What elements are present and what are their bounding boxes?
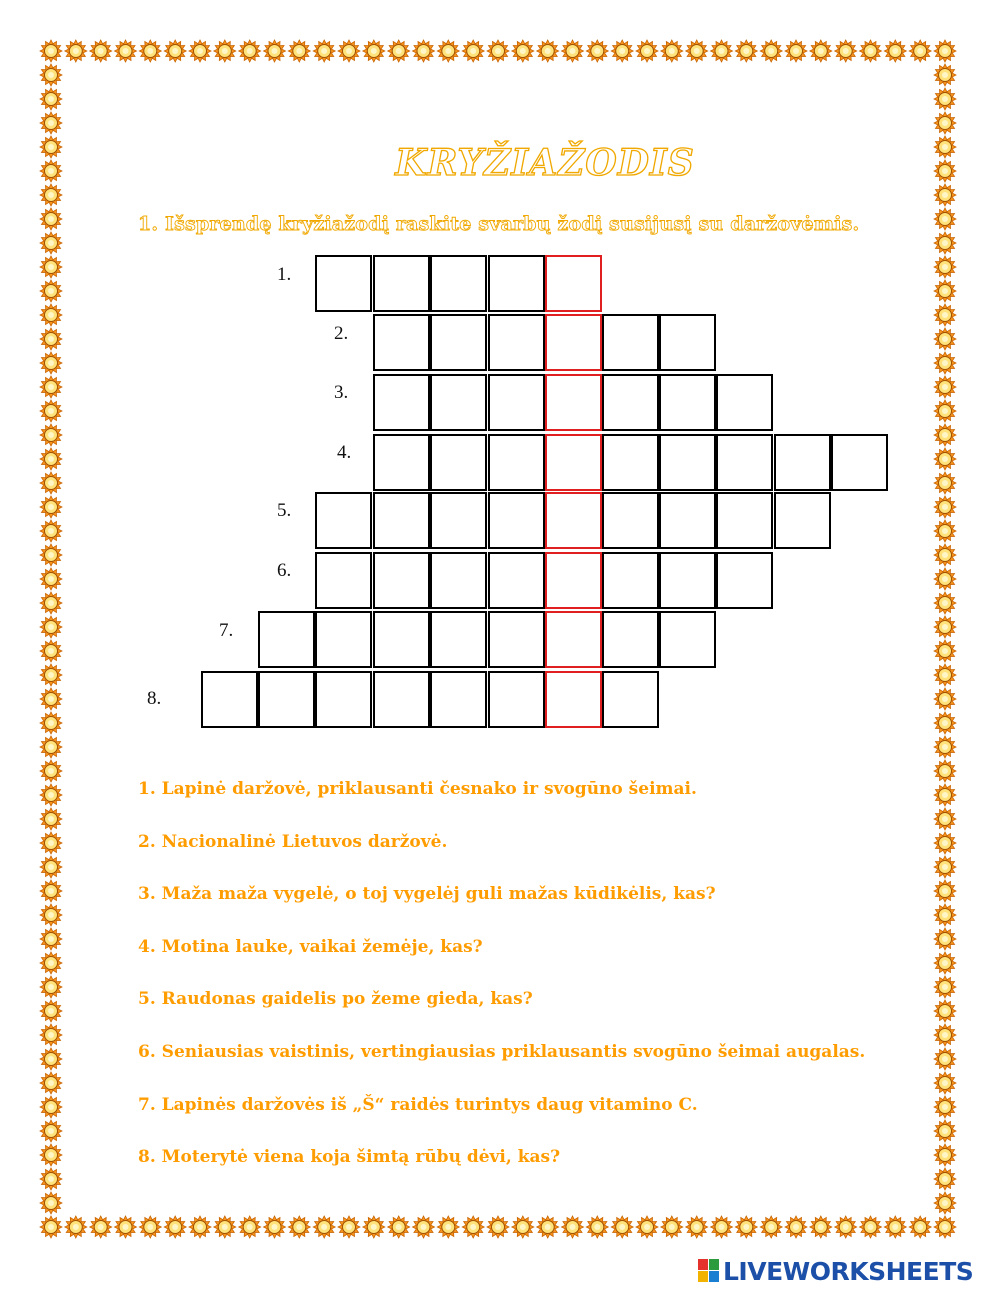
- clue-2: 2. Nacionalinė Lietuvos daržovė.: [138, 832, 448, 852]
- crossword-cell[interactable]: [488, 434, 545, 491]
- row-number-label: 6.: [277, 560, 292, 581]
- sun-icon: [40, 544, 62, 566]
- sun-icon: [686, 1216, 708, 1238]
- crossword-cell[interactable]: [315, 671, 372, 728]
- row-number-label: 7.: [219, 620, 234, 641]
- row-number-label: 8.: [147, 688, 162, 709]
- sun-icon: [934, 208, 956, 230]
- sun-icon: [760, 1216, 782, 1238]
- sun-icon: [388, 1216, 410, 1238]
- sun-icon: [40, 664, 62, 686]
- sun-icon: [785, 1216, 807, 1238]
- sun-icon: [40, 160, 62, 182]
- sun-icon: [40, 832, 62, 854]
- crossword-cell[interactable]: [373, 671, 430, 728]
- sun-icon: [884, 40, 906, 62]
- sun-icon: [40, 328, 62, 350]
- crossword-cell[interactable]: [488, 255, 545, 312]
- sun-icon: [909, 1216, 931, 1238]
- crossword-cell[interactable]: [774, 492, 831, 549]
- sun-icon: [835, 1216, 857, 1238]
- sun-icon: [586, 40, 608, 62]
- sun-icon: [437, 40, 459, 62]
- sun-icon: [40, 568, 62, 590]
- sun-icon: [586, 1216, 608, 1238]
- sun-icon: [934, 448, 956, 470]
- sun-icon: [40, 184, 62, 206]
- sun-icon: [934, 760, 956, 782]
- sun-icon: [934, 184, 956, 206]
- row-number-label: 4.: [337, 442, 352, 463]
- sun-icon: [711, 1216, 733, 1238]
- keyword-cell[interactable]: [545, 552, 602, 609]
- sun-icon: [562, 40, 584, 62]
- crossword-cell[interactable]: [659, 492, 716, 549]
- sun-icon: [934, 712, 956, 734]
- sun-icon: [934, 136, 956, 158]
- sun-icon: [934, 472, 956, 494]
- crossword-cell[interactable]: [602, 552, 659, 609]
- sun-icon: [65, 1216, 87, 1238]
- sun-icon: [239, 40, 261, 62]
- sun-icon: [40, 1024, 62, 1046]
- sun-icon: [40, 616, 62, 638]
- crossword-cell[interactable]: [430, 434, 487, 491]
- crossword-cell[interactable]: [659, 611, 716, 668]
- sun-icon: [661, 40, 683, 62]
- crossword-cell[interactable]: [315, 611, 372, 668]
- keyword-cell[interactable]: [545, 314, 602, 371]
- sun-icon: [40, 1144, 62, 1166]
- sun-icon: [40, 1216, 62, 1238]
- sun-icon: [934, 1120, 956, 1142]
- sun-icon: [562, 1216, 584, 1238]
- task-instruction: 1. Išsprendę kryžiažodį raskite svarbų žodį susijusį su daržovėmis.: [138, 213, 860, 235]
- sun-icon: [288, 1216, 310, 1238]
- sun-icon: [735, 1216, 757, 1238]
- sun-icon: [934, 400, 956, 422]
- sun-icon: [313, 40, 335, 62]
- crossword-cell[interactable]: [430, 671, 487, 728]
- liveworksheets-logo: [698, 1256, 973, 1286]
- sun-icon: [810, 40, 832, 62]
- crossword-cell[interactable]: [716, 552, 773, 609]
- crossword-cell[interactable]: [373, 611, 430, 668]
- sun-icon: [40, 40, 62, 62]
- sun-icon: [239, 1216, 261, 1238]
- sun-icon: [934, 328, 956, 350]
- sun-icon: [139, 40, 161, 62]
- sun-icon: [934, 1192, 956, 1214]
- crossword-cell[interactable]: [258, 671, 315, 728]
- sun-icon: [537, 40, 559, 62]
- clue-7: 7. Lapinės daržovės iš „Š“ raidės turintys daug vitamino C.: [138, 1095, 698, 1115]
- sun-icon: [934, 1000, 956, 1022]
- sun-icon: [611, 1216, 633, 1238]
- sun-icon: [934, 664, 956, 686]
- sun-icon: [810, 1216, 832, 1238]
- row-number-label: 1.: [277, 264, 292, 285]
- sun-icon: [40, 592, 62, 614]
- sun-icon: [40, 1096, 62, 1118]
- crossword-cell[interactable]: [602, 611, 659, 668]
- sun-icon: [934, 544, 956, 566]
- sun-icon: [214, 40, 236, 62]
- sun-icon: [711, 40, 733, 62]
- sun-icon: [40, 112, 62, 134]
- sun-icon: [934, 256, 956, 278]
- sun-icon: [40, 1120, 62, 1142]
- sun-icon: [40, 208, 62, 230]
- crossword-cell[interactable]: [373, 434, 430, 491]
- sun-icon: [934, 784, 956, 806]
- crossword-cell[interactable]: [315, 255, 372, 312]
- sun-icon: [388, 40, 410, 62]
- sun-icon: [115, 1216, 137, 1238]
- sun-icon: [40, 736, 62, 758]
- sun-icon: [40, 280, 62, 302]
- keyword-cell[interactable]: [545, 374, 602, 431]
- sun-icon: [437, 1216, 459, 1238]
- sun-icon: [40, 376, 62, 398]
- sun-icon: [487, 40, 509, 62]
- sun-icon: [934, 232, 956, 254]
- sun-icon: [338, 40, 360, 62]
- clue-8: 8. Moterytė viena koja šimtą rūbų dėvi, kas?: [138, 1147, 561, 1167]
- crossword-cell[interactable]: [602, 671, 659, 728]
- sun-icon: [934, 88, 956, 110]
- sun-icon: [537, 1216, 559, 1238]
- sun-icon: [785, 40, 807, 62]
- crossword-cell[interactable]: [488, 552, 545, 609]
- sun-icon: [934, 568, 956, 590]
- sun-icon: [934, 616, 956, 638]
- sun-icon: [934, 496, 956, 518]
- sun-icon: [462, 1216, 484, 1238]
- crossword-cell[interactable]: [488, 374, 545, 431]
- logo-text: LIVEWORKSHEETS: [723, 1256, 974, 1286]
- sun-icon: [934, 904, 956, 926]
- sun-icon: [934, 736, 956, 758]
- sun-icon: [40, 1000, 62, 1022]
- sun-icon: [636, 1216, 658, 1238]
- sun-icon: [164, 40, 186, 62]
- keyword-cell[interactable]: [545, 492, 602, 549]
- crossword-cell[interactable]: [430, 552, 487, 609]
- sun-icon: [934, 1024, 956, 1046]
- sun-icon: [288, 40, 310, 62]
- sun-icon: [760, 40, 782, 62]
- sun-icon: [40, 880, 62, 902]
- crossword-cell[interactable]: [430, 374, 487, 431]
- sun-icon: [413, 1216, 435, 1238]
- sun-icon: [40, 784, 62, 806]
- sun-icon: [139, 1216, 161, 1238]
- sun-icon: [40, 1168, 62, 1190]
- sun-icon: [40, 136, 62, 158]
- row-number-label: 5.: [277, 500, 292, 521]
- sun-icon: [40, 808, 62, 830]
- sun-icon: [214, 1216, 236, 1238]
- sun-icon: [909, 40, 931, 62]
- sun-icon: [40, 1048, 62, 1070]
- crossword-cell[interactable]: [659, 314, 716, 371]
- crossword-cell[interactable]: [659, 552, 716, 609]
- crossword-cell[interactable]: [488, 611, 545, 668]
- crossword-cell[interactable]: [373, 255, 430, 312]
- sun-icon: [40, 520, 62, 542]
- crossword-cell[interactable]: [315, 492, 372, 549]
- sun-icon: [40, 904, 62, 926]
- sun-icon: [636, 40, 658, 62]
- sun-icon: [934, 304, 956, 326]
- sun-icon: [934, 280, 956, 302]
- sun-icon: [934, 856, 956, 878]
- crossword-cell[interactable]: [373, 552, 430, 609]
- crossword-cell[interactable]: [373, 314, 430, 371]
- sun-icon: [115, 40, 137, 62]
- keyword-cell[interactable]: [545, 611, 602, 668]
- sun-icon: [611, 40, 633, 62]
- crossword-cell[interactable]: [373, 374, 430, 431]
- sun-icon: [934, 688, 956, 710]
- crossword-cell[interactable]: [488, 314, 545, 371]
- sun-icon: [189, 40, 211, 62]
- sun-icon: [934, 352, 956, 374]
- sun-icon: [934, 112, 956, 134]
- sun-icon: [934, 592, 956, 614]
- sun-icon: [90, 1216, 112, 1238]
- sun-icon: [363, 1216, 385, 1238]
- sun-icon: [934, 1096, 956, 1118]
- crossword-cell[interactable]: [488, 492, 545, 549]
- sun-icon: [40, 928, 62, 950]
- sun-icon: [313, 1216, 335, 1238]
- crossword-cell[interactable]: [716, 492, 773, 549]
- sun-icon: [40, 1072, 62, 1094]
- sun-icon: [686, 40, 708, 62]
- keyword-cell[interactable]: [545, 255, 602, 312]
- sun-icon: [40, 952, 62, 974]
- clue-3: 3. Maža maža vygelė, o toj vygelėj guli mažas kūdikėlis, kas?: [138, 884, 716, 904]
- clue-4: 4. Motina lauke, vaikai žemėje, kas?: [138, 937, 483, 957]
- sun-icon: [934, 1216, 956, 1238]
- sun-icon: [934, 40, 956, 62]
- sun-icon: [487, 1216, 509, 1238]
- sun-icon: [264, 1216, 286, 1238]
- crossword-cell[interactable]: [602, 314, 659, 371]
- crossword-cell[interactable]: [430, 492, 487, 549]
- sun-icon: [884, 1216, 906, 1238]
- logo-icon: [698, 1259, 720, 1283]
- sun-icon: [860, 1216, 882, 1238]
- crossword-cell[interactable]: [602, 374, 659, 431]
- sun-icon: [934, 64, 956, 86]
- sun-icon: [934, 640, 956, 662]
- sun-icon: [860, 40, 882, 62]
- crossword-cell[interactable]: [201, 671, 258, 728]
- sun-icon: [40, 352, 62, 374]
- crossword-cell[interactable]: [430, 255, 487, 312]
- sun-icon: [934, 976, 956, 998]
- sun-icon: [735, 40, 757, 62]
- sun-icon: [40, 1192, 62, 1214]
- sun-icon: [264, 40, 286, 62]
- sun-icon: [934, 1144, 956, 1166]
- sun-icon: [40, 400, 62, 422]
- crossword-cell[interactable]: [430, 314, 487, 371]
- sun-icon: [40, 712, 62, 734]
- clue-5: 5. Raudonas gaidelis po žeme gieda, kas?: [138, 989, 533, 1009]
- crossword-cell[interactable]: [602, 492, 659, 549]
- sun-icon: [934, 832, 956, 854]
- sun-icon: [934, 424, 956, 446]
- sun-icon: [934, 1168, 956, 1190]
- sun-icon: [835, 40, 857, 62]
- sun-icon: [164, 1216, 186, 1238]
- sun-icon: [40, 64, 62, 86]
- row-number-label: 2.: [334, 323, 349, 344]
- sun-icon: [934, 160, 956, 182]
- sun-icon: [934, 880, 956, 902]
- crossword-cell[interactable]: [315, 552, 372, 609]
- sun-icon: [363, 40, 385, 62]
- sun-icon: [934, 376, 956, 398]
- sun-icon: [40, 88, 62, 110]
- sun-icon: [934, 808, 956, 830]
- row-number-label: 3.: [334, 382, 349, 403]
- sun-icon: [65, 40, 87, 62]
- crossword-cell[interactable]: [659, 374, 716, 431]
- sun-icon: [512, 40, 534, 62]
- sun-icon: [40, 688, 62, 710]
- sun-icon: [934, 1048, 956, 1070]
- sun-icon: [40, 472, 62, 494]
- crossword-cell[interactable]: [659, 434, 716, 491]
- sun-icon: [462, 40, 484, 62]
- sun-icon: [90, 40, 112, 62]
- sun-icon: [40, 640, 62, 662]
- sun-icon: [413, 40, 435, 62]
- clue-6: 6. Seniausias vaistinis, vertingiausias priklausantis svogūno šeimai augalas.: [138, 1042, 866, 1062]
- sun-icon: [40, 232, 62, 254]
- crossword-cell[interactable]: [716, 434, 773, 491]
- sun-icon: [338, 1216, 360, 1238]
- sun-icon: [40, 760, 62, 782]
- sun-icon: [934, 952, 956, 974]
- sun-icon: [40, 448, 62, 470]
- crossword-cell[interactable]: [774, 434, 831, 491]
- sun-icon: [189, 1216, 211, 1238]
- sun-icon: [934, 1072, 956, 1094]
- sun-icon: [512, 1216, 534, 1238]
- sun-icon: [934, 928, 956, 950]
- sun-icon: [40, 256, 62, 278]
- sun-icon: [40, 976, 62, 998]
- sun-icon: [40, 496, 62, 518]
- sun-icon: [661, 1216, 683, 1238]
- page-title: KRYŽIAŽODIS: [395, 142, 695, 184]
- crossword-cell[interactable]: [831, 434, 888, 491]
- crossword-cell[interactable]: [488, 671, 545, 728]
- sun-icon: [934, 520, 956, 542]
- sun-icon: [40, 424, 62, 446]
- sun-icon: [40, 856, 62, 878]
- crossword-cell[interactable]: [373, 492, 430, 549]
- crossword-cell[interactable]: [258, 611, 315, 668]
- keyword-cell[interactable]: [545, 671, 602, 728]
- clue-1: 1. Lapinė daržovė, priklausanti česnako ir svogūno šeimai.: [138, 779, 697, 799]
- crossword-cell[interactable]: [602, 434, 659, 491]
- sun-icon: [40, 304, 62, 326]
- crossword-cell[interactable]: [430, 611, 487, 668]
- keyword-cell[interactable]: [545, 434, 602, 491]
- crossword-cell[interactable]: [716, 374, 773, 431]
